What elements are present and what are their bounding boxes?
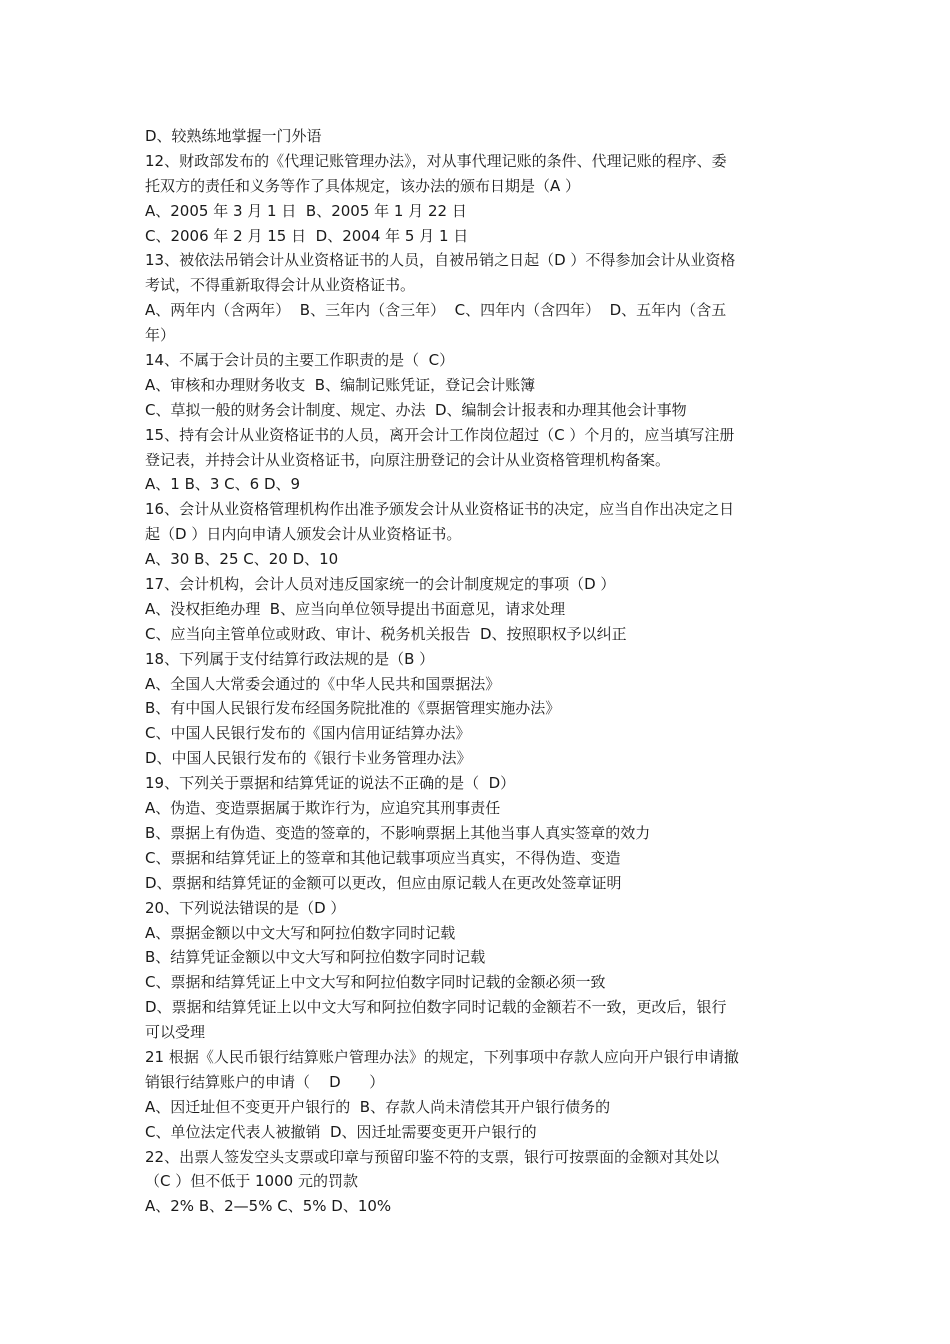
text-line: 可以受理 — [145, 1023, 206, 1042]
text-line: D、中国人民银行发布的《银行卡业务管理办法》 — [145, 749, 472, 768]
text-line: A、30 B、25 C、20 D、10 — [145, 550, 339, 569]
text-line: 19、下列关于票据和结算凭证的说法不正确的是（ D） — [145, 774, 516, 793]
text-line: 12、财政部发布的《代理记账管理办法》，对从事代理记账的条件、代理记账的程序、委 — [145, 151, 727, 170]
text-line: 13、被依法吊销会计从业资格证书的人员，自被吊销之日起（D ）不得参加会计从业资格 — [145, 251, 736, 270]
text-line: 起（D ）日内向申请人颁发会计从业资格证书。 — [145, 525, 462, 544]
text-line: C、中国人民银行发布的《国内信用证结算办法》 — [145, 724, 471, 743]
text-line: 21 根据《人民币银行结算账户管理办法》的规定，下列事项中存款人应向开户银行申请撤 — [145, 1047, 739, 1066]
text-line: C、票据和结算凭证上中文大写和阿拉伯数字同时记载的金额必须一致 — [145, 973, 606, 992]
text-line: 18、下列属于支付结算行政法规的是（B ） — [145, 649, 435, 668]
text-line: 20、下列说法错误的是（D ） — [145, 898, 346, 917]
text-line: D、较熟练地掌握一门外语 — [145, 127, 322, 145]
text-line: C、单位法定代表人被撤销 D、因迁址需要变更开户银行的 — [145, 1122, 537, 1141]
text-line: C、2006 年 2 月 15 日 D、2004 年 5 月 1 日 — [145, 226, 469, 245]
text-line: C、应当向主管单位或财政、审计、税务机关报告 D、按照职权予以纠正 — [145, 624, 627, 643]
text-line: 托双方的责任和义务等作了具体规定，该办法的颁布日期是（A ） — [145, 176, 581, 195]
text-line: 年） — [145, 326, 176, 345]
text-line: A、1 B、3 C、6 D、9 — [145, 475, 301, 494]
text-line: 14、不属于会计员的主要工作职责的是（ C） — [145, 351, 455, 370]
text-line: B、有中国人民银行发布经国务院批准的《票据管理实施办法》 — [145, 699, 561, 718]
text-line: C、票据和结算凭证上的签章和其他记载事项应当真实，不得伪造、变造 — [145, 848, 621, 867]
text-line: D、票据和结算凭证上以中文大写和阿拉伯数字同时记载的金额若不一致，更改后，银行 — [145, 998, 727, 1017]
document-body — [145, 124, 815, 1219]
text-line: 登记表，并持会计从业资格证书，向原注册登记的会计从业资格管理机构备案。 — [145, 450, 671, 469]
text-line: B、票据上有伪造、变造的签章的，不影响票据上其他当事人真实签章的效力 — [145, 823, 651, 842]
text-line: 15、持有会计从业资格证书的人员，离开会计工作岗位超过（C ）个月的，应当填写注册 — [145, 425, 735, 444]
text-line: 考试，不得重新取得会计从业资格证书。 — [145, 276, 416, 295]
text-line: A、2005 年 3 月 1 日 B、2005 年 1 月 22 日 — [145, 201, 467, 220]
text-line: A、审核和办理财务收支 B、编制记账凭证，登记会计账簿 — [145, 375, 536, 394]
text-line: B、结算凭证金额以中文大写和阿拉伯数字同时记载 — [145, 948, 486, 967]
text-line: A、全国人大常委会通过的《中华人民共和国票据法》 — [145, 674, 501, 693]
text-line: 17、会计机构，会计人员对违反国家统一的会计制度规定的事项（D ） — [145, 575, 616, 594]
text-line: 22、出票人签发空头支票或印章与预留印鉴不符的支票，银行可按票面的金额对其处以 — [145, 1147, 720, 1166]
text-line: A、票据金额以中文大写和阿拉伯数字同时记载 — [145, 923, 456, 942]
text-line: A、因迁址但不变更开户银行的 B、存款人尚未清偿其开户银行债务的 — [145, 1097, 611, 1116]
text-line: A、两年内（含两年） B、三年内（含三年） C、四年内（含四年） D、五年内（含五 — [145, 301, 727, 320]
text-line: 销银行结算账户的申请（ D ） — [145, 1072, 385, 1091]
text-line: C、草拟一般的财务会计制度、规定、办法 D、编制会计报表和办理其他会计事物 — [145, 400, 687, 419]
text-line: A、伪造、变造票据属于欺诈行为，应追究其刑事责任 — [145, 799, 501, 818]
text-line: A、没权拒绝办理 B、应当向单位领导提出书面意见，请求处理 — [145, 599, 566, 618]
text-line: 16、会计从业资格管理机构作出准予颁发会计从业资格证书的决定，应当自作出决定之日 — [145, 500, 735, 519]
text-line: （C ）但不低于 1000 元的罚款 — [145, 1172, 358, 1191]
text-line: D、票据和结算凭证的金额可以更改，但应由原记载人在更改处签章证明 — [145, 873, 622, 892]
text-line: A、2% B、2—5% C、5% D、10% — [145, 1197, 392, 1216]
